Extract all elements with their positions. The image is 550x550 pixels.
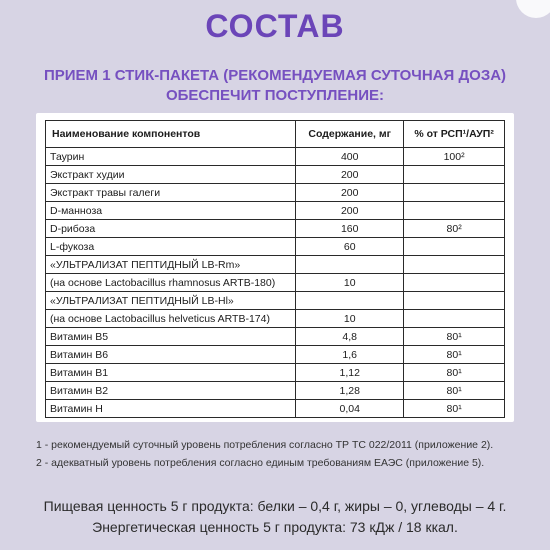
cell-component: Витамин В1	[46, 364, 296, 382]
cell-component: Экстракт худии	[46, 166, 296, 184]
cell-content: 0,04	[296, 400, 404, 418]
cell-content: 400	[296, 148, 404, 166]
table-header-row	[46, 121, 505, 148]
cell-content: 4,8	[296, 328, 404, 346]
table-row	[46, 238, 505, 256]
cell-percent: 80¹	[404, 328, 505, 346]
cell-percent	[404, 202, 505, 220]
cell-percent	[404, 238, 505, 256]
cell-content: 160	[296, 220, 404, 238]
header-components: Наименование компонентов	[46, 121, 296, 148]
cell-component: «УЛЬТРАЛИЗАТ ПЕПТИДНЫЙ LB-Rm»	[46, 256, 296, 274]
subtitle-line-1: ПРИЕМ 1 СТИК-ПАКЕТА (РЕКОМЕНДУЕМАЯ СУТОЧНАЯ ДОЗА)	[43, 67, 507, 84]
cell-component: Таурин	[46, 148, 296, 166]
cell-content: 10	[296, 274, 404, 292]
nutrition-value: Пищевая ценность 5 г продукта: белки – 0,4 г, жиры – 0, углеводы – 4 г.	[43, 498, 507, 514]
cell-component: Экстракт травы галеги	[46, 184, 296, 202]
cell-percent: 80¹	[404, 382, 505, 400]
cell-component: D-манноза	[46, 202, 296, 220]
cell-content: 200	[296, 166, 404, 184]
cell-component: (на основе Lactobacillus helveticus ARTB-174)	[46, 310, 296, 328]
cell-component: Витамин В5	[46, 328, 296, 346]
cell-percent: 80¹	[404, 400, 505, 418]
table-row	[46, 328, 505, 346]
table-row	[46, 256, 505, 274]
page-title: СОСТАВ	[205, 8, 345, 44]
cell-percent	[404, 310, 505, 328]
cell-content	[296, 292, 404, 310]
cell-content: 200	[296, 184, 404, 202]
table-row	[46, 364, 505, 382]
footnote-1: 1 - рекомендуемый суточный уровень потребления согласно ТР ТС 022/2011 (приложение 2).	[36, 439, 494, 451]
cell-content	[296, 256, 404, 274]
cell-percent: 80²	[404, 220, 505, 238]
cell-percent	[404, 256, 505, 274]
cell-content: 10	[296, 310, 404, 328]
cell-content: 1,6	[296, 346, 404, 364]
cell-content: 1,12	[296, 364, 404, 382]
table-row	[46, 184, 505, 202]
cell-percent	[404, 274, 505, 292]
cell-percent	[404, 166, 505, 184]
header-percent: % от РСП¹/АУП²	[404, 121, 505, 148]
table-row	[46, 346, 505, 364]
composition-table	[45, 120, 505, 418]
cell-component: Витамин В6	[46, 346, 296, 364]
footnotes	[36, 436, 536, 472]
composition-card	[36, 113, 514, 422]
cell-percent	[404, 184, 505, 202]
cell-component: Витамин Н	[46, 400, 296, 418]
nutrition-info	[0, 496, 550, 538]
table-row	[46, 274, 505, 292]
cell-percent: 80¹	[404, 346, 505, 364]
cell-component: (на основе Lactobacillus rhamnosus ARTB-180)	[46, 274, 296, 292]
table-row	[46, 382, 505, 400]
table-row	[46, 148, 505, 166]
table-row	[46, 310, 505, 328]
cell-component: Витамин В2	[46, 382, 296, 400]
subtitle-line-2: ОБЕСПЕЧИТ ПОСТУПЛЕНИЕ:	[165, 87, 385, 104]
cell-percent: 100²	[404, 148, 505, 166]
header-content: Содержание, мг	[296, 121, 404, 148]
cell-content: 60	[296, 238, 404, 256]
table-row	[46, 400, 505, 418]
energy-value: Энергетическая ценность 5 г продукта: 73 кДж / 18 ккал.	[92, 519, 458, 535]
table-body	[46, 148, 505, 418]
cell-component: «УЛЬТРАЛИЗАТ ПЕПТИДНЫЙ LB-Hl»	[46, 292, 296, 310]
cell-percent	[404, 292, 505, 310]
table-row	[46, 292, 505, 310]
table-row	[46, 166, 505, 184]
cell-content: 1,28	[296, 382, 404, 400]
table-row	[46, 202, 505, 220]
cell-percent: 80¹	[404, 364, 505, 382]
table-row	[46, 220, 505, 238]
cell-component: L-фукоза	[46, 238, 296, 256]
subtitle	[0, 66, 550, 106]
cell-component: D-рибоза	[46, 220, 296, 238]
footnote-2: 2 - адекватный уровень потребления согласно единым требованиям ЕАЭС (приложение 5).	[36, 457, 485, 469]
cell-content: 200	[296, 202, 404, 220]
